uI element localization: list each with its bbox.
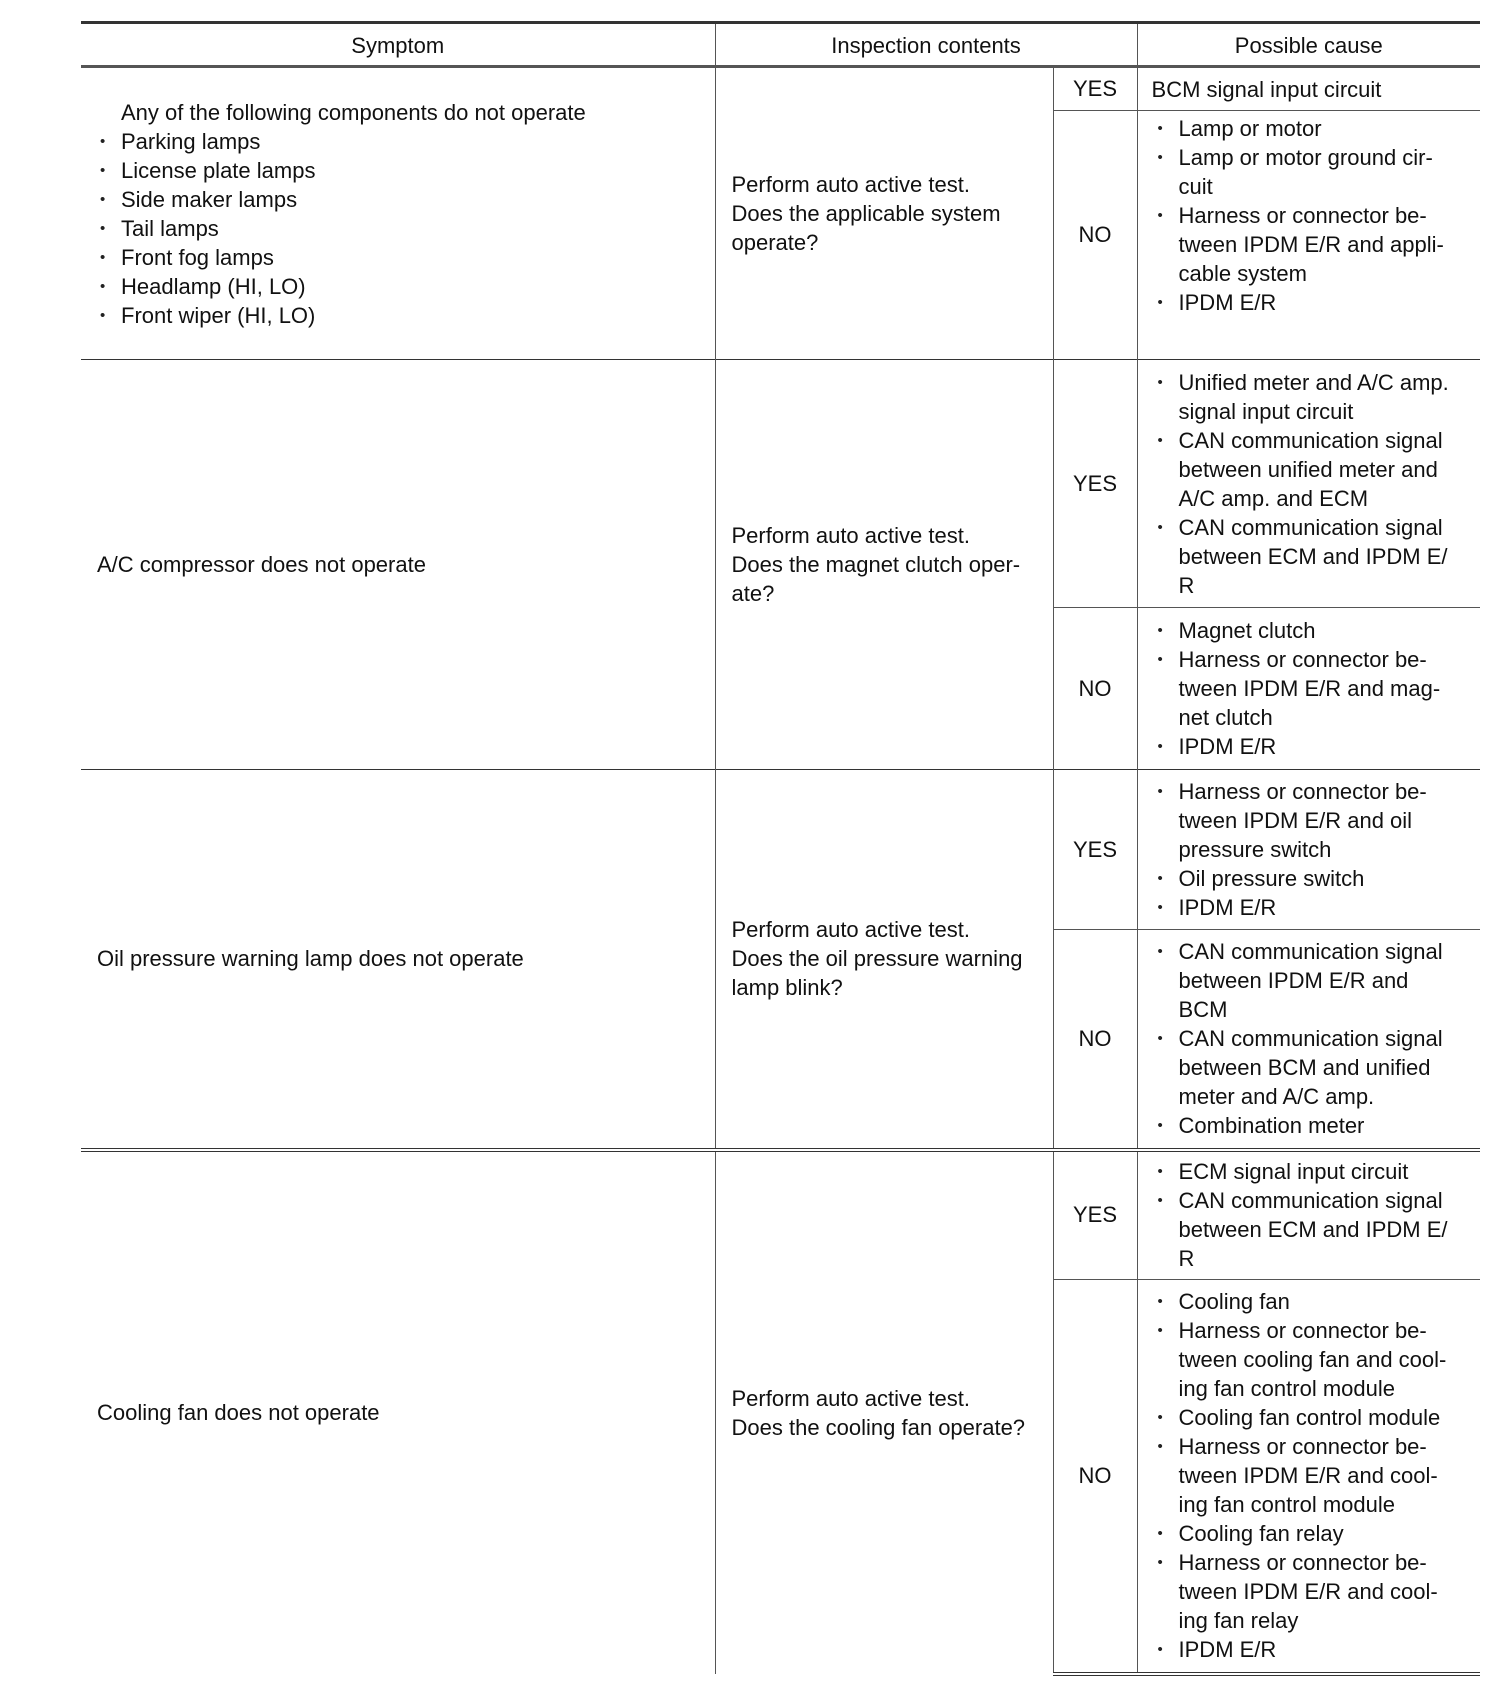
cause-cell xyxy=(1137,770,1480,930)
inspection-line: Perform auto active test. xyxy=(731,1385,970,1411)
cause-list xyxy=(1152,1157,1475,1273)
cause-line: tween cooling fan and cool- xyxy=(1178,1347,1447,1373)
cause-line: • IPDM E/R xyxy=(1178,895,1277,920)
list-item: • Headlamp (HI, LO) xyxy=(97,272,715,301)
cause-item xyxy=(1152,1186,1475,1273)
cause-line: R xyxy=(1178,572,1195,598)
cause-line: • CAN communication signal xyxy=(1178,939,1443,965)
cause-item xyxy=(1152,777,1475,864)
cause-item xyxy=(1152,288,1475,317)
cause-cell xyxy=(1137,67,1480,111)
cause-line: • Cooling fan xyxy=(1178,1289,1290,1315)
cause-item xyxy=(1152,1287,1475,1316)
cause-item xyxy=(1152,1519,1475,1548)
cause-line: ing fan relay xyxy=(1178,1608,1299,1634)
cause-item xyxy=(1152,1635,1475,1664)
cause-item xyxy=(1152,201,1475,288)
cause-line: • Cooling fan relay xyxy=(1178,1521,1344,1547)
header-possible-cause: Possible cause xyxy=(1137,23,1480,67)
cause-line: • IPDM E/R xyxy=(1178,290,1277,315)
cause-item xyxy=(1152,143,1475,201)
symptom-list xyxy=(97,127,715,330)
no-label: NO xyxy=(1053,930,1137,1150)
inspection-line: Does the applicable system xyxy=(731,201,1001,226)
cause-line: • Harness or connector be- xyxy=(1178,1550,1427,1576)
cause-cell xyxy=(1137,1150,1480,1280)
cause-item xyxy=(1152,513,1475,600)
cause-line: between ECM and IPDM E/ xyxy=(1178,543,1448,569)
yes-label: YES xyxy=(1053,1150,1137,1280)
table-row xyxy=(81,1150,1480,1280)
list-item: • Parking lamps xyxy=(97,127,715,156)
cause-item xyxy=(1152,893,1475,922)
cause-list xyxy=(1152,368,1475,600)
cause-line: • CAN communication signal xyxy=(1178,1188,1443,1214)
cause-list xyxy=(1152,777,1475,922)
cause-line: between IPDM E/R and xyxy=(1178,968,1409,994)
cause-cell xyxy=(1137,360,1480,608)
cause-line: • Lamp or motor ground cir- xyxy=(1178,145,1433,170)
cause-line: cuit xyxy=(1178,174,1213,199)
no-label: NO xyxy=(1053,608,1137,770)
cause-line: tween IPDM E/R and mag- xyxy=(1178,676,1441,701)
inspection-cell xyxy=(715,67,1053,360)
list-item: • Front wiper (HI, LO) xyxy=(97,301,715,330)
cause-list xyxy=(1152,937,1475,1140)
inspection-line: Does the magnet clutch oper- xyxy=(731,552,1021,577)
inspection-line: Perform auto active test. xyxy=(731,917,970,943)
cause-line: signal input circuit xyxy=(1178,398,1354,424)
cause-list xyxy=(1152,616,1475,761)
cause-cell xyxy=(1137,111,1480,360)
inspection-line: ate? xyxy=(731,581,775,606)
header-inspection: Inspection contents xyxy=(715,23,1137,67)
cause-item xyxy=(1152,645,1475,732)
cause-item xyxy=(1152,1111,1475,1140)
cause-line: between unified meter and xyxy=(1178,456,1438,482)
cause-line: • CAN communication signal xyxy=(1178,427,1443,453)
cause-cell xyxy=(1137,1280,1480,1674)
cause-item xyxy=(1152,937,1475,1024)
cause-line: • ECM signal input circuit xyxy=(1178,1159,1409,1185)
cause-line: BCM xyxy=(1178,997,1228,1023)
cause-line: • Harness or connector be- xyxy=(1178,1434,1427,1460)
header-row xyxy=(81,23,1480,67)
header-symptom: Symptom xyxy=(81,23,715,67)
inspection-line: Perform auto active test. xyxy=(731,172,970,197)
cause-line: • IPDM E/R xyxy=(1178,1637,1277,1663)
cause-line: • Unified meter and A/C amp. xyxy=(1178,369,1449,395)
table-row xyxy=(81,67,1480,111)
cause-line: • Combination meter xyxy=(1178,1113,1365,1139)
cause-line: tween IPDM E/R and cool- xyxy=(1178,1463,1438,1489)
cause-line: • CAN communication signal xyxy=(1178,1026,1443,1052)
cause-item xyxy=(1152,864,1475,893)
cause-line: • Harness or connector be- xyxy=(1178,647,1427,672)
cause-text: BCM signal input circuit xyxy=(1151,76,1382,102)
cause-item xyxy=(1152,1157,1475,1186)
no-label: NO xyxy=(1053,1280,1137,1674)
cause-item xyxy=(1152,1403,1475,1432)
symptom-cell xyxy=(81,67,715,360)
diagnosis-table-wrapper xyxy=(81,21,1480,1676)
cause-line: tween IPDM E/R and oil xyxy=(1178,808,1413,833)
cause-line: • Cooling fan control module xyxy=(1178,1405,1441,1431)
cause-line: • Magnet clutch xyxy=(1178,618,1316,643)
cause-line: A/C amp. and ECM xyxy=(1178,485,1369,511)
cause-list xyxy=(1152,1287,1475,1664)
inspection-line: lamp blink? xyxy=(731,975,843,1001)
table-row xyxy=(81,360,1480,608)
cause-line: • Harness or connector be- xyxy=(1178,1318,1427,1344)
list-item: • Side maker lamps xyxy=(97,185,715,214)
symptom-cell: Oil pressure warning lamp does not operate xyxy=(81,770,715,1150)
table-row xyxy=(81,770,1480,930)
symptom-intro: Any of the following components do not operate xyxy=(121,99,586,125)
symptom-cell: Cooling fan does not operate xyxy=(81,1150,715,1674)
cause-line: • Harness or connector be- xyxy=(1178,779,1427,804)
cause-item xyxy=(1152,616,1475,645)
cause-item xyxy=(1152,1432,1475,1519)
cause-cell xyxy=(1137,608,1480,770)
inspection-cell xyxy=(715,360,1053,770)
yes-label: YES xyxy=(1053,67,1137,111)
cause-item xyxy=(1152,1316,1475,1403)
cause-line: • IPDM E/R xyxy=(1178,734,1277,759)
cause-item xyxy=(1152,426,1475,513)
cause-item xyxy=(1152,114,1475,143)
yes-label: YES xyxy=(1053,770,1137,930)
cause-line: meter and A/C amp. xyxy=(1178,1084,1375,1110)
yes-label: YES xyxy=(1053,360,1137,608)
symptom-cell: A/C compressor does not operate xyxy=(81,360,715,770)
list-item: • Tail lamps xyxy=(97,214,715,243)
cause-line: tween IPDM E/R and appli- xyxy=(1178,232,1444,257)
inspection-cell xyxy=(715,1150,1053,1674)
cause-item xyxy=(1152,732,1475,761)
cause-item xyxy=(1152,1024,1475,1111)
cause-line: • CAN communication signal xyxy=(1178,514,1443,540)
cause-list xyxy=(1152,114,1475,317)
list-item: • License plate lamps xyxy=(97,156,715,185)
inspection-cell xyxy=(715,770,1053,1150)
inspection-line: Does the oil pressure warning xyxy=(731,946,1023,972)
cause-item xyxy=(1152,368,1475,426)
cause-line: R xyxy=(1178,1246,1195,1272)
cause-line: between BCM and unified xyxy=(1178,1055,1431,1081)
cause-line: ing fan control module xyxy=(1178,1492,1395,1518)
cause-line: cable system xyxy=(1178,261,1307,286)
inspection-line: Does the cooling fan operate? xyxy=(731,1414,1026,1440)
cause-line: pressure switch xyxy=(1178,837,1332,862)
inspection-line: operate? xyxy=(731,230,819,255)
cause-line: tween IPDM E/R and cool- xyxy=(1178,1579,1438,1605)
cause-line: net clutch xyxy=(1178,705,1273,730)
diagnosis-table xyxy=(81,21,1480,1676)
cause-line: • Lamp or motor xyxy=(1178,116,1322,141)
cause-item xyxy=(1152,1548,1475,1635)
cause-line: between ECM and IPDM E/ xyxy=(1178,1217,1448,1243)
cause-cell xyxy=(1137,930,1480,1150)
cause-line: • Harness or connector be- xyxy=(1178,203,1427,228)
cause-line: • Oil pressure switch xyxy=(1178,866,1365,891)
inspection-line: Perform auto active test. xyxy=(731,523,970,548)
list-item: • Front fog lamps xyxy=(97,243,715,272)
cause-line: ing fan control module xyxy=(1178,1376,1395,1402)
no-label: NO xyxy=(1053,111,1137,360)
